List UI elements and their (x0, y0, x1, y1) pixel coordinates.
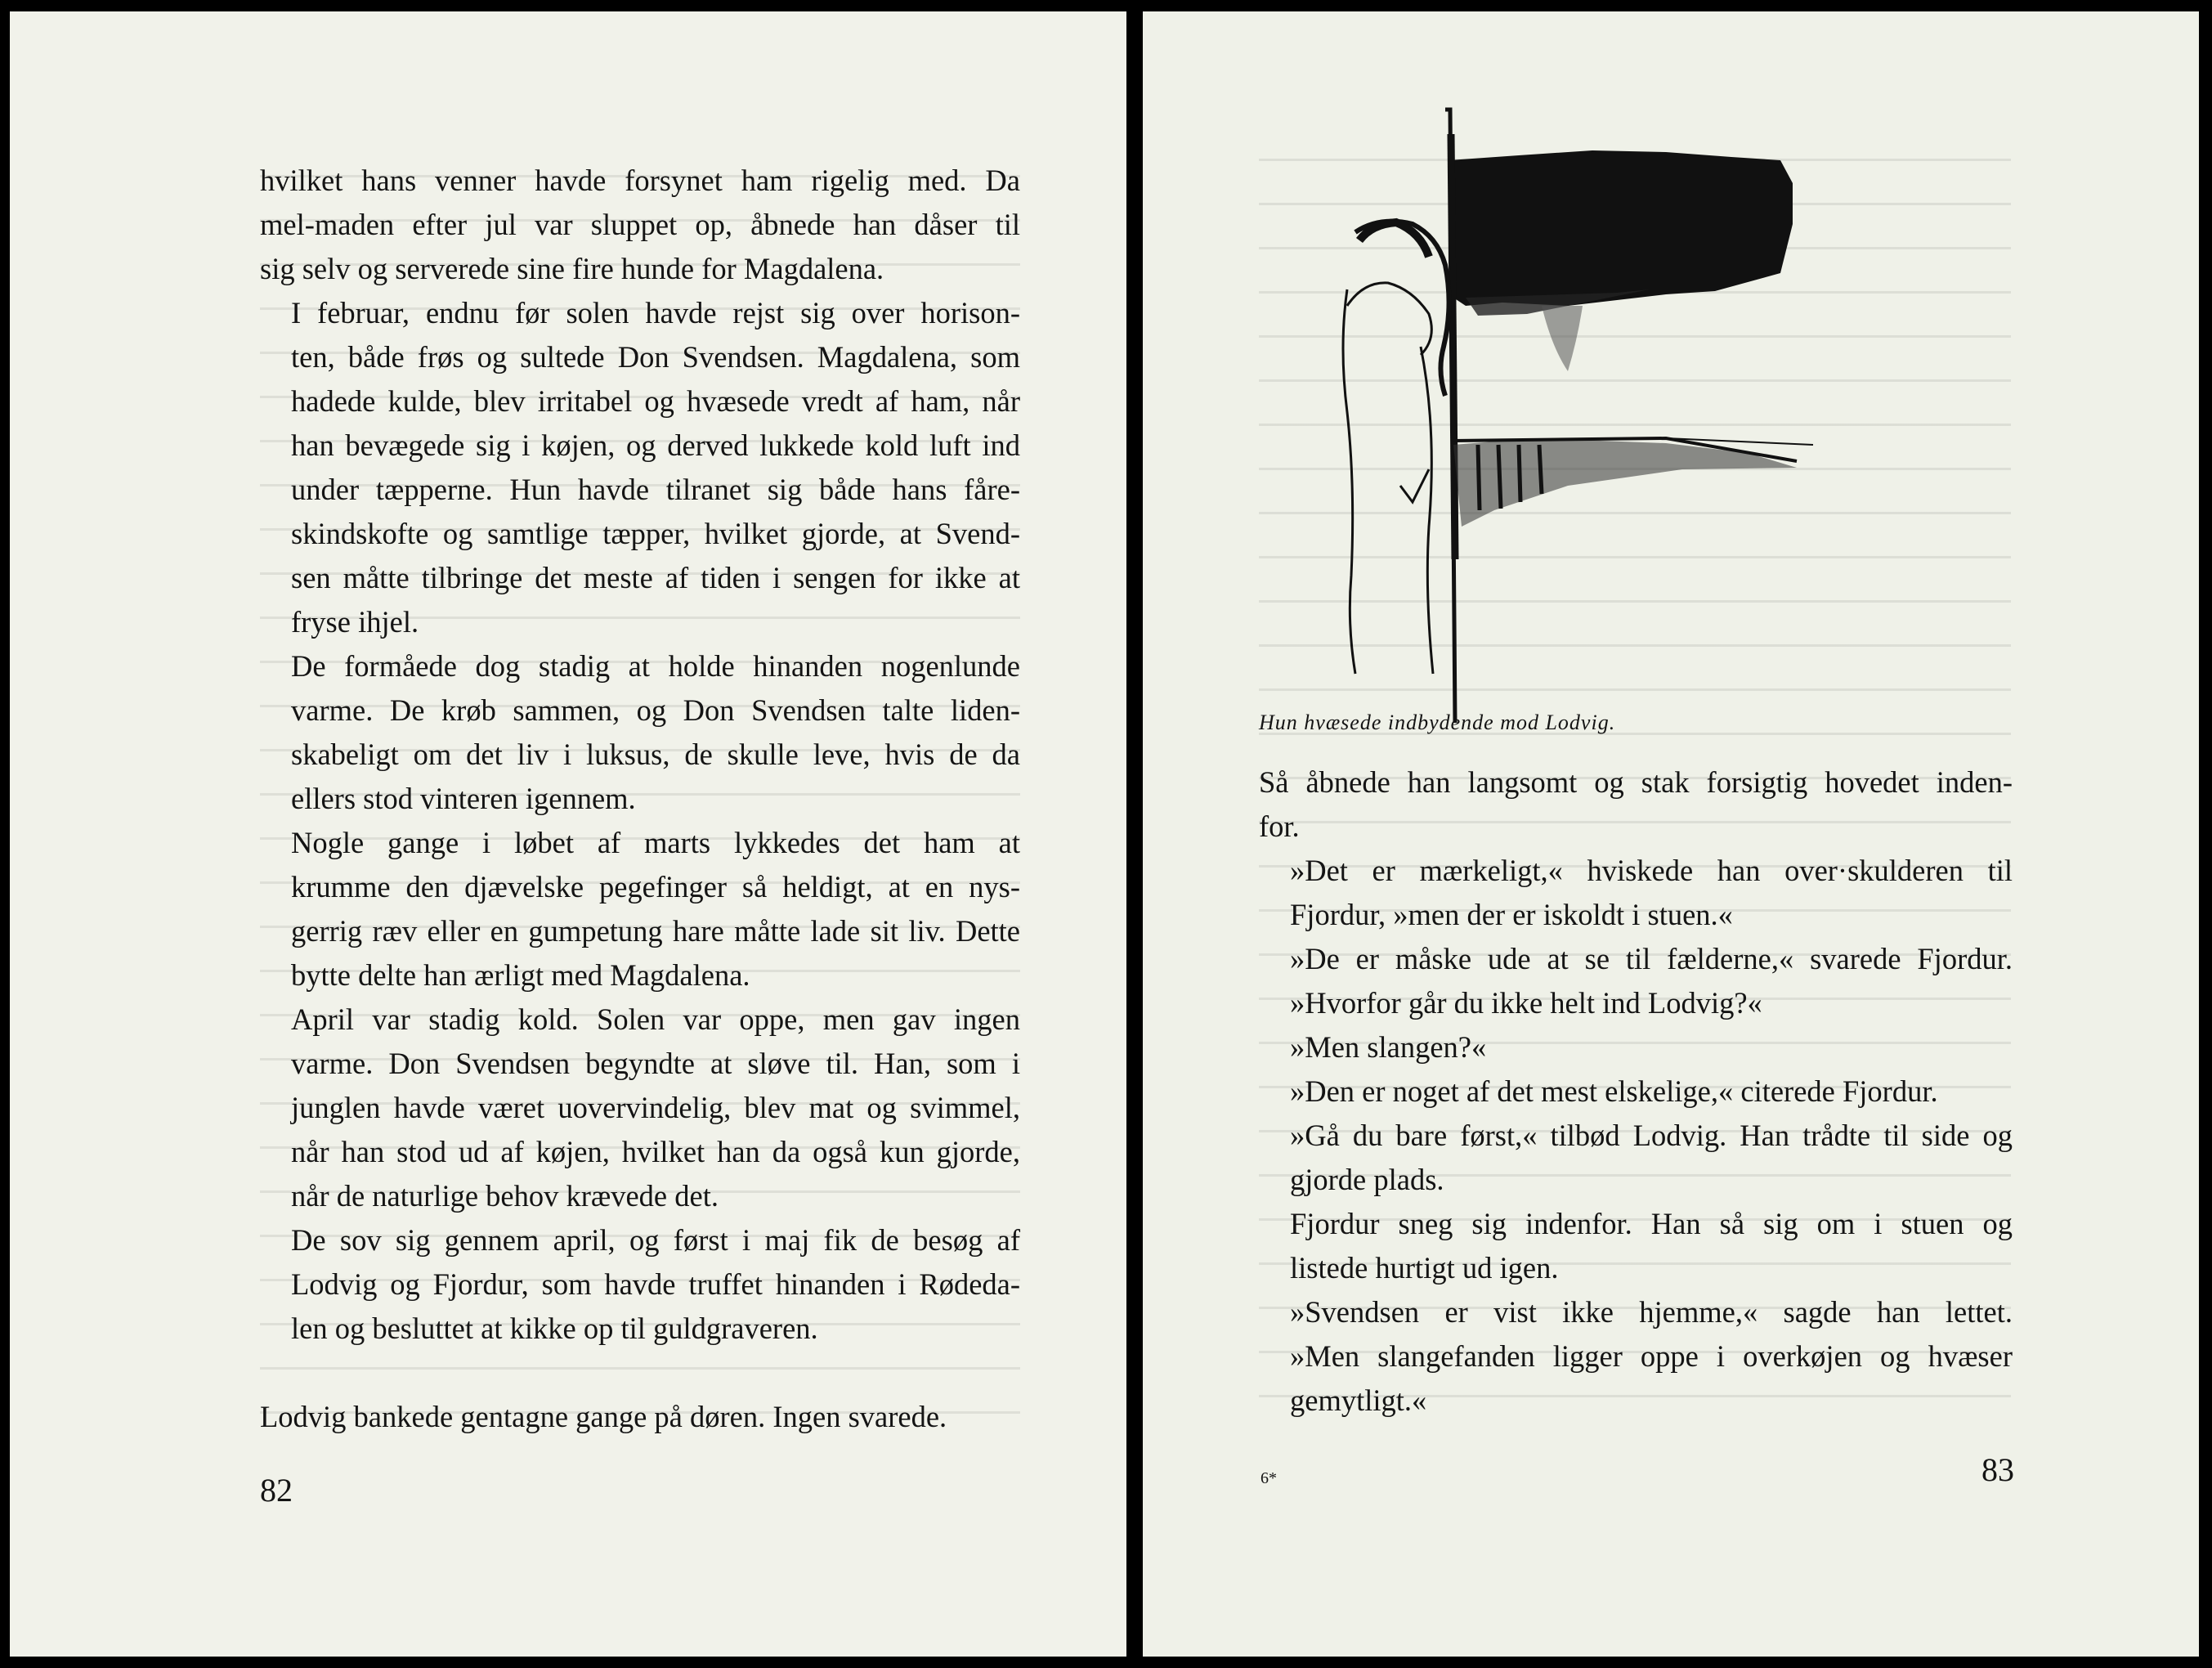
text-line: Nogle gange i løbet af marts lykkedes det ham at (291, 826, 1020, 859)
text-line: »Men slangefanden ligger oppe i overkøjen og hvæser (1290, 1339, 2013, 1373)
text-line: gemytligt.« (1290, 1383, 1427, 1417)
text-line: »De er måske ude at se til fælderne,« svarede Fjordur. (1290, 942, 2013, 975)
text-line: for. (1259, 809, 1300, 843)
text-line: »Men slangen?« (1290, 1030, 1487, 1064)
text-line: len og besluttet at kikke op til guldgraveren. (291, 1312, 818, 1345)
text-line: fryse ihjel. (291, 605, 419, 639)
text-line: ten, både frøs og sultede Don Svendsen. Magdalena, som (291, 340, 1020, 374)
text-line: gerrig ræv eller en gumpetung hare måtte lade sit liv. Dette (291, 914, 1020, 948)
left-page (10, 11, 1126, 1657)
text-line: »Det er mærkeligt,« hviskede han over·skulderen til (1290, 854, 2013, 887)
paragraph (260, 1395, 1020, 1439)
drip-shadow (1542, 306, 1583, 371)
figure-front (1421, 347, 1433, 674)
text-line: De sov sig gennem april, og først i maj fik de besøg af (291, 1223, 1020, 1257)
right-page (1143, 11, 2199, 1657)
paragraph (1259, 1290, 2013, 1423)
paragraph (1259, 937, 2013, 1025)
paragraph (1259, 760, 2013, 849)
text-line: bytte delte han ærligt med Magdalena. (291, 958, 750, 992)
text-line: skindskofte og samtlige tæpper, hvilket gjorde, at Svend- (291, 517, 1020, 550)
paragraph (260, 644, 1020, 821)
paragraph (260, 821, 1020, 998)
text-line: Fjordur sneg sig indenfor. Han så sig om i stuen og (1290, 1207, 2013, 1240)
doorframe-post (1451, 134, 1455, 559)
illustration-caption: Hun hvæsede indbydende mod Lodvig. (1259, 711, 1616, 734)
text-line: April var stadig kold. Solen var oppe, men gav ingen (291, 1002, 1020, 1036)
figure-hand (1400, 469, 1429, 502)
paragraph (260, 1218, 1020, 1351)
text-line: mel-maden efter jul var sluppet op, åbnede han dåser til (260, 208, 1020, 241)
text-line: Så åbnede han langsomt og stak forsigtig hovedet inden- (1259, 765, 2013, 799)
left-page-text (260, 159, 1020, 1439)
text-line: varme. Don Svendsen begyndte at sløve til. Han, som i (291, 1047, 1020, 1080)
paragraph (260, 291, 1020, 644)
text-line: »Svendsen er vist ikke hjemme,« sagde han lettet. (1290, 1295, 2013, 1329)
figure-collar (1347, 283, 1431, 355)
text-line: skabeligt om det liv i luksus, de skulle leve, hvis de da (291, 738, 1020, 771)
text-line: ellers stod vinteren igennem. (291, 782, 636, 815)
text-line: gjorde plads. (1290, 1163, 1444, 1196)
paragraph (1259, 849, 2013, 937)
text-line: junglen havde været uovervindelig, blev mat og svimmel, (291, 1091, 1020, 1124)
paragraph (260, 159, 1020, 291)
right-page-text (1259, 760, 2013, 1423)
text-line: Lodvig og Fjordur, som havde truffet hinanden i Rødeda- (291, 1267, 1020, 1301)
text-line: De formåede dog stadig at holde hinanden nogenlunde (291, 649, 1020, 683)
text-line: Lodvig bankede gentagne gange på døren. Ingen svarede. (260, 1400, 947, 1433)
text-line: listede hurtigt ud igen. (1290, 1251, 1559, 1285)
text-line: »Gå du bare først,« tilbød Lodvig. Han trådte til side og (1290, 1119, 2013, 1152)
text-line: krumme den djævelske pegefinger så heldigt, at en nys- (291, 870, 1020, 904)
figure-hood-outline (1355, 222, 1449, 396)
paragraph (1259, 1114, 2013, 1202)
text-line: når de naturlige behov krævede det. (291, 1179, 719, 1213)
ink-illustration (1323, 101, 1944, 723)
signature-mark: 6* (1260, 1469, 1277, 1487)
text-line: han bevægede sig i køjen, og derved lukkede kold luft ind (291, 428, 1020, 462)
text-line: »Hvorfor går du ikke helt ind Lodvig?« (1290, 986, 1762, 1020)
text-line: Fjordur, »men der er iskoldt i stuen.« (1290, 898, 1733, 931)
text-line: hvilket hans venner havde forsynet ham rigelig med. Da (260, 164, 1020, 197)
page-number-left: 82 (260, 1472, 293, 1509)
text-line: varme. De krøb sammen, og Don Svendsen talte liden- (291, 693, 1020, 727)
dark-roof-shape (1449, 150, 1793, 306)
text-line: sen måtte tilbringe det meste af tiden i sengen for ikke at (291, 561, 1020, 594)
text-line: hadede kulde, blev irritabel og hvæsede vredt af ham, når (291, 384, 1020, 418)
page-number-right: 83 (1981, 1451, 2014, 1488)
paragraph (1259, 1025, 2013, 1069)
figure-back (1343, 289, 1355, 674)
text-line: når han stod ud af køjen, hvilket han da også kun gjorde, (291, 1135, 1020, 1168)
text-line: under tæpperne. Hun havde tilranet sig både hans fåre- (291, 473, 1020, 506)
paragraph (1259, 1202, 2013, 1290)
text-line: sig selv og serverede sine fire hunde for Magdalena. (260, 252, 884, 285)
text-line: »Den er noget af det mest elskelige,« citerede Fjordur. (1290, 1074, 1938, 1108)
paragraph (260, 998, 1020, 1218)
text-line: I februar, endnu før solen havde rejst sig over horison- (291, 296, 1020, 330)
paragraph (1259, 1069, 2013, 1114)
